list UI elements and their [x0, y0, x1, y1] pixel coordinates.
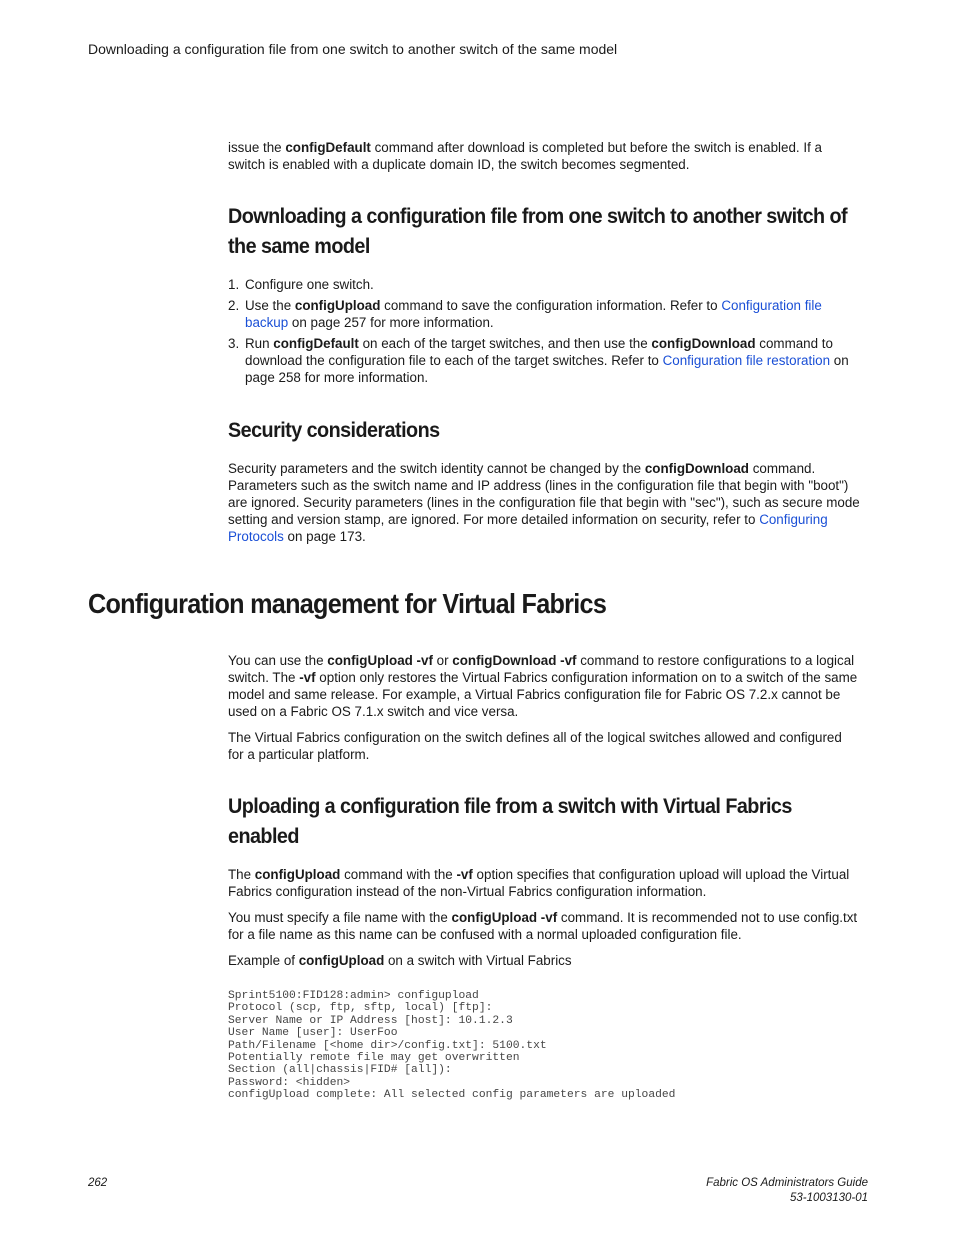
download-heading-line2: the same model: [228, 234, 370, 258]
upload-command: configUpload: [254, 867, 341, 882]
upload-text: The: [228, 867, 255, 882]
upload-option: -vf: [456, 867, 473, 882]
upload-text: on a switch with Virtual Fabrics: [384, 953, 572, 968]
upload-text: option specifies that configuration upload will upload the Virtual Fabrics configuration instead of the non-Virtual Fabrics configuration information.: [228, 867, 850, 899]
download-section-heading: [228, 201, 872, 261]
vf-command: configUpload -vf: [327, 653, 433, 668]
config-file-backup-link[interactable]: Configuration file backup: [245, 298, 822, 330]
step-text: command to save the configuration information. Refer to: [380, 298, 722, 313]
step-number: 2.: [228, 298, 240, 313]
security-text-3: on page 173.: [283, 529, 366, 544]
config-file-restoration-link[interactable]: Configuration file restoration: [662, 353, 831, 368]
step-text: Run: [245, 336, 274, 351]
step-text: on page 257 for more information.: [288, 315, 494, 330]
download-heading-line1: Downloading a configuration file from one switch to another switch of: [228, 204, 848, 228]
vf-section-heading: Configuration management for Virtual Fabrics: [88, 588, 607, 619]
upload-text: Example of: [228, 953, 299, 968]
step-number: 1.: [228, 277, 240, 292]
vf-command: configDownload -vf: [452, 653, 577, 668]
upload-command: configUpload: [298, 953, 385, 968]
list-item: [228, 335, 860, 386]
vf-text: option only restores the Virtual Fabrics configuration information on to a switch of the same model and same release. For example, a Virtual Fabrics configuration file for Fabric OS 7.2.x cannot be used on a Fabric OS 7.1.x switch and vice versa.: [228, 670, 858, 719]
security-text-2: command. Parameters such as the switch name and IP address (lines in the configuration file that begin with "boot") are ignored. Security parameters (lines in the configuration file that begin with "sec"), such as secure mode setting and version stamp, are ignored. For more detailed information on security, refer to: [228, 461, 860, 527]
configupload-code-example: Sprint5100:FID128:admin> configupload Protocol (scp, ftp, sftp, local) [ftp]: Server Name or IP Address [host]: 10.1.2.3 User Name [user]: UserFoo Path/Filename [<home dir>/config.txt]: 5100.txt Potentially remote file may get overwritten Section (all|chassis|FID# [all]): Password: <hidden> configUpload complete: All selected config parameters are uploaded: [228, 990, 676, 1102]
upload-body: [228, 866, 860, 978]
upload-section-heading: [228, 791, 872, 851]
step-text: on page 258 for more information.: [245, 353, 849, 385]
download-steps-list: [228, 276, 860, 390]
step-command: configDefault: [273, 336, 359, 351]
list-item: [228, 297, 860, 331]
step-number: 3.: [228, 336, 240, 351]
step-command: configUpload: [294, 298, 381, 313]
upload-heading-line2: enabled: [228, 824, 299, 848]
intro-paragraph: [228, 139, 858, 173]
upload-paragraph-1: [228, 866, 860, 900]
vf-body: [228, 652, 860, 772]
step-text: on each of the target switches, and then use the: [358, 336, 652, 351]
vf-paragraph-1: [228, 652, 860, 720]
step-text: Configure one switch.: [245, 277, 374, 292]
vf-text: You can use the: [228, 653, 328, 668]
footer-doc-info: [706, 1176, 868, 1206]
vf-paragraph-2: The Virtual Fabrics configuration on the switch defines all of the logical switches allowed and configured for a particular platform.: [228, 730, 842, 762]
upload-text: command. It is recommended not to use config.txt for a file name as this name can be confused with a normal uploaded configuration file.: [228, 910, 858, 942]
upload-paragraph-2: [228, 909, 860, 943]
configuring-protocols-link[interactable]: Configuring Protocols: [228, 512, 828, 544]
intro-command: configDefault: [285, 140, 371, 155]
upload-text: You must specify a file name with the: [228, 910, 452, 925]
security-text-1: Security parameters and the switch identity cannot be changed by the: [228, 461, 645, 476]
vf-text: command to restore configurations to a logical switch. The: [228, 653, 855, 685]
running-head: Downloading a configuration file from one switch to another switch of the same model: [88, 41, 618, 57]
vf-text: or: [432, 653, 453, 668]
footer-guide-title: Fabric OS Administrators Guide: [706, 1177, 868, 1189]
upload-heading-line1: Uploading a configuration file from a switch with Virtual Fabrics: [228, 794, 792, 818]
step-command: configDownload: [651, 336, 756, 351]
security-command: configDownload: [644, 461, 749, 476]
security-paragraph: [228, 460, 860, 545]
step-text: command to download the configuration file to each of the target switches. Refer to: [245, 336, 833, 368]
upload-text: command with the: [340, 867, 457, 882]
step-text: Use the: [245, 298, 295, 313]
intro-text-1: issue the: [228, 140, 286, 155]
page-number: 262: [88, 1177, 108, 1189]
vf-option: -vf: [299, 670, 316, 685]
upload-example-caption: [228, 952, 860, 969]
security-section-heading: Security considerations: [228, 418, 440, 442]
list-item: [228, 276, 860, 293]
intro-text-2: command after download is completed but before the switch is enabled. If a switch is enabled with a duplicate domain ID, the switch becomes segmented.: [228, 140, 822, 172]
footer-doc-number: 53-1003130-01: [789, 1192, 868, 1204]
upload-command: configUpload -vf: [451, 910, 558, 925]
